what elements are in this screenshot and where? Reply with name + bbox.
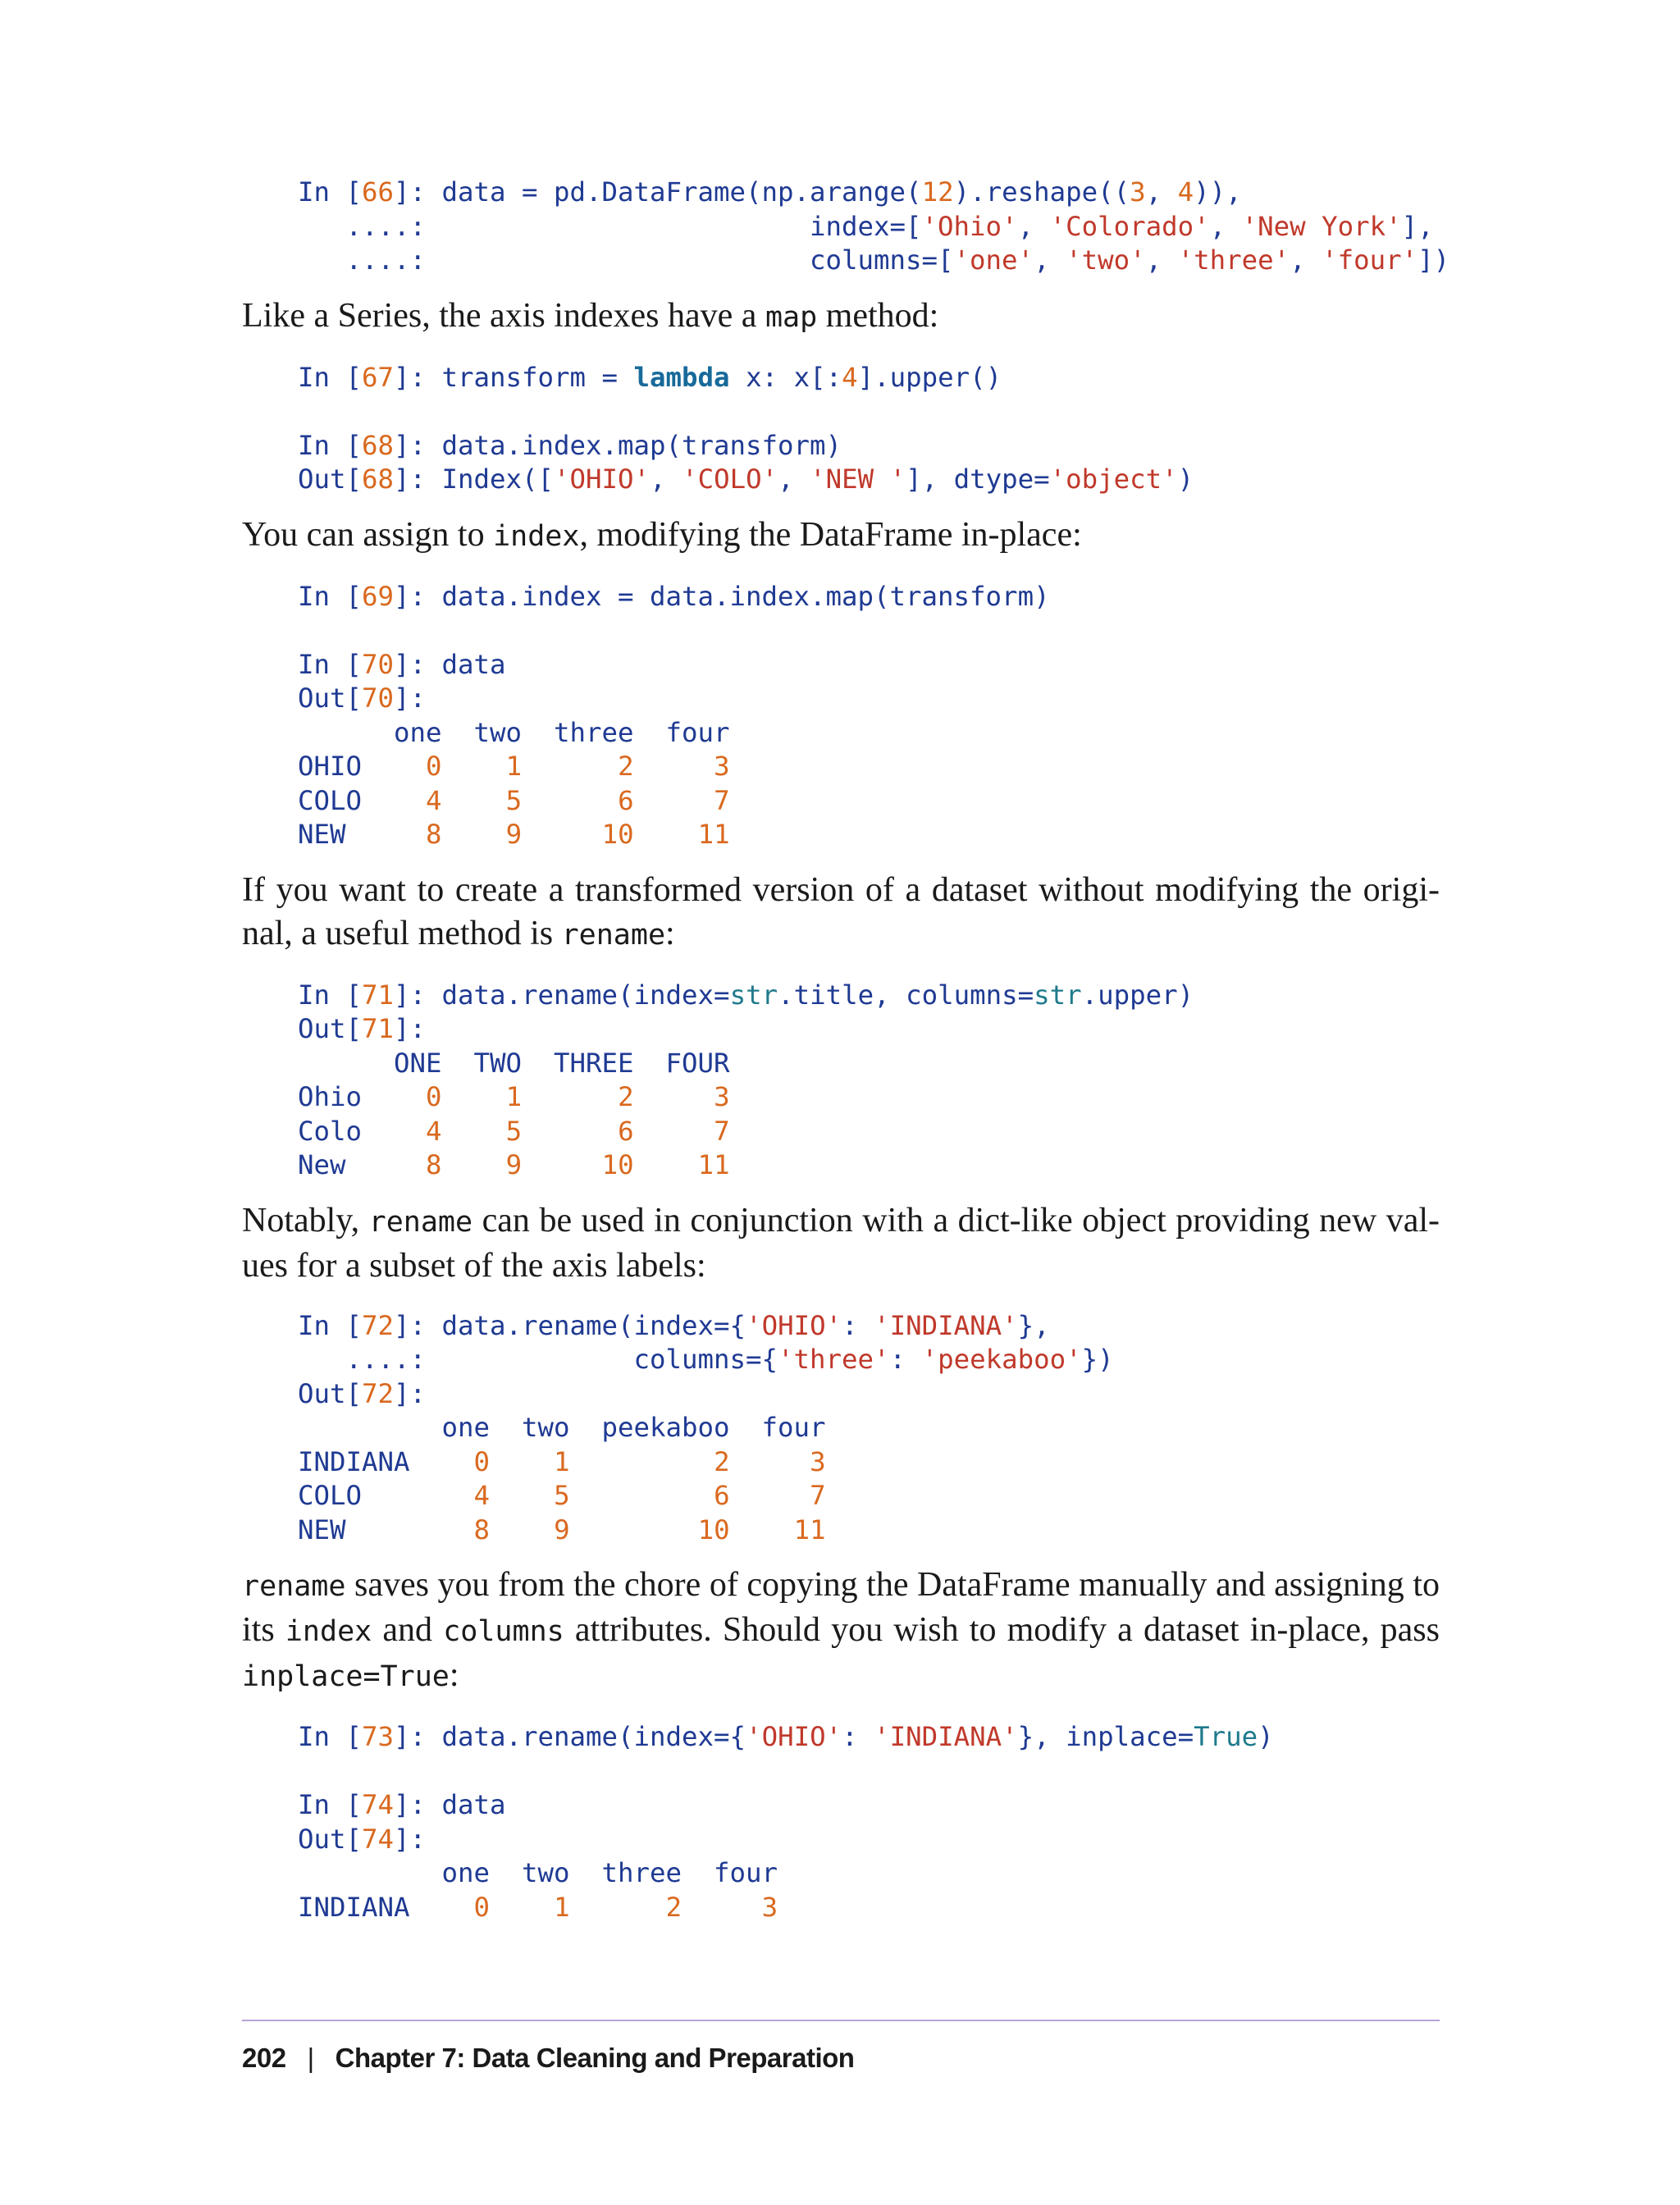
table-cell: 7: [714, 1115, 730, 1147]
table-rows: [298, 1081, 730, 1180]
table-cell: 10: [601, 1149, 634, 1180]
code-block-assign-index: In [69]: data.index = data.index.map(transform) In [70]: data Out[70]: one two three four OHIO 0 1 2 3 COLO 4 5 6 7 NEW 8 9 10 11: [298, 580, 1050, 850]
table-row: [298, 1892, 778, 1923]
page-number: 202: [242, 2043, 286, 2073]
table-cell: 0: [473, 1891, 491, 1923]
row-label: COLO: [298, 1480, 410, 1511]
page-footer: [242, 2020, 1440, 2073]
table-cell: 1: [505, 1081, 523, 1112]
table-cell: 6: [618, 1115, 634, 1147]
footer-text: [242, 2043, 854, 2074]
table-header: one two peekaboo four: [298, 1412, 826, 1443]
table-cell: 1: [505, 751, 523, 782]
table-row: [298, 1149, 730, 1180]
table-cell: 3: [761, 1891, 778, 1923]
table-cell: 1: [554, 1891, 570, 1923]
paragraph-assign-index: You can assign to index, modifying the DataFrame in-place:: [242, 515, 1082, 554]
table-cell: 3: [714, 751, 730, 782]
table-cell: 11: [793, 1513, 826, 1545]
table-cell: 3: [810, 1445, 826, 1477]
table-rows: [298, 1446, 826, 1545]
table-cell: 8: [426, 1149, 442, 1180]
table-rows: [298, 1892, 778, 1923]
code-block-rename-title: In [71]: data.rename(index=str.title, columns=str.upper) Out[71]: ONE TWO THREE FOUR Ohio 0 1 2 3 Colo 4 5 6 7 New 8 9 10 11: [298, 979, 1194, 1180]
table-cell: 7: [714, 784, 730, 816]
code-block-inplace: In [73]: data.rename(index={'OHIO': 'INDIANA'}, inplace=True) In [74]: data Out[74]: one two three four INDIANA 0 1 2 3: [298, 1721, 1274, 1923]
paragraph-rename-intro: If you want to create a transformed version of a dataset without modifying the origi-nal, a useful method is rename:: [242, 870, 1440, 952]
table-header: ONE TWO THREE FOUR: [298, 1047, 730, 1079]
row-label: INDIANA: [298, 1445, 410, 1477]
table-cell: 5: [505, 784, 523, 816]
row-label: Colo: [298, 1115, 363, 1147]
table-cell: 2: [714, 1445, 730, 1477]
table-rows: [298, 751, 730, 850]
table-cell: 2: [665, 1891, 682, 1923]
table-cell: 9: [505, 1149, 523, 1180]
paragraph-map-method: Like a Series, the axis indexes have a map method:: [242, 296, 939, 335]
table-cell: 1: [554, 1445, 570, 1477]
table-row: [298, 819, 730, 850]
row-label: INDIANA: [298, 1891, 410, 1923]
table-cell: 3: [714, 1081, 730, 1112]
table-row: [298, 1446, 826, 1477]
table-cell: 10: [601, 819, 634, 850]
table-row: [298, 751, 730, 782]
code-block-transform: In [67]: transform = lambda x: x[:4].upper() In [68]: data.index.map(transform) Out[68]: Index(['OHIO', 'COLO', 'NEW '], dtype='object'): [298, 361, 1194, 495]
code-block-dataframe-create: In [66]: data = pd.DataFrame(np.arange(12).reshape((3, 4)), ....: index=['Ohio', 'Colorado', 'New York'], ....: columns=['one', 'two', 'three', 'four']): [298, 176, 1450, 276]
table-cell: 9: [505, 819, 523, 850]
table-row: [298, 1081, 730, 1112]
row-label: NEW: [298, 1513, 410, 1545]
row-label: NEW: [298, 819, 363, 850]
table-cell: 8: [426, 819, 442, 850]
paragraph-rename-dict: Notably, rename can be used in conjunction with a dict-like object providing new val-ues for a subset of the axis labels:: [242, 1201, 1440, 1285]
row-label: OHIO: [298, 751, 363, 782]
table-row: [298, 1480, 826, 1511]
table-cell: 5: [505, 1115, 523, 1147]
table-row: [298, 1514, 826, 1545]
table-row: [298, 1116, 730, 1147]
table-cell: 2: [618, 1081, 634, 1112]
row-label: Ohio: [298, 1081, 363, 1112]
code-block-rename-dict: In [72]: data.rename(index={'OHIO': 'INDIANA'}, ....: columns={'three': 'peekaboo'}) Out[72]: one two peekaboo four INDIANA 0 1 2 3 COLO 4 5 6 7 NEW 8 9 10 11: [298, 1309, 1114, 1545]
table-cell: 5: [554, 1480, 570, 1511]
footer-separator: |: [307, 2043, 314, 2073]
table-cell: 4: [426, 1115, 442, 1147]
table-cell: 6: [618, 784, 634, 816]
table-cell: 2: [618, 751, 634, 782]
table-cell: 0: [426, 751, 442, 782]
row-label: New: [298, 1149, 363, 1180]
table-header: one two three four: [298, 716, 730, 748]
table-cell: 8: [473, 1513, 491, 1545]
paragraph-rename-inplace: rename saves you from the chore of copying the DataFrame manually and assigning to its index and columns attributes. Should you wish to modify a dataset in-place, pass inplace=True:: [242, 1566, 1440, 1694]
row-label: COLO: [298, 784, 363, 816]
table-cell: 4: [426, 784, 442, 816]
table-cell: 9: [554, 1513, 570, 1545]
table-cell: 11: [697, 819, 730, 850]
table-header: one two three four: [298, 1857, 778, 1888]
table-cell: 4: [473, 1480, 491, 1511]
table-cell: 0: [473, 1445, 491, 1477]
table-cell: 0: [426, 1081, 442, 1112]
table-cell: 11: [697, 1149, 730, 1180]
chapter-title: Chapter 7: Data Cleaning and Preparation: [335, 2043, 855, 2073]
table-row: [298, 785, 730, 816]
table-cell: 10: [697, 1513, 730, 1545]
page-content: [242, 176, 1450, 1924]
table-cell: 6: [714, 1480, 730, 1511]
table-cell: 7: [810, 1480, 826, 1511]
